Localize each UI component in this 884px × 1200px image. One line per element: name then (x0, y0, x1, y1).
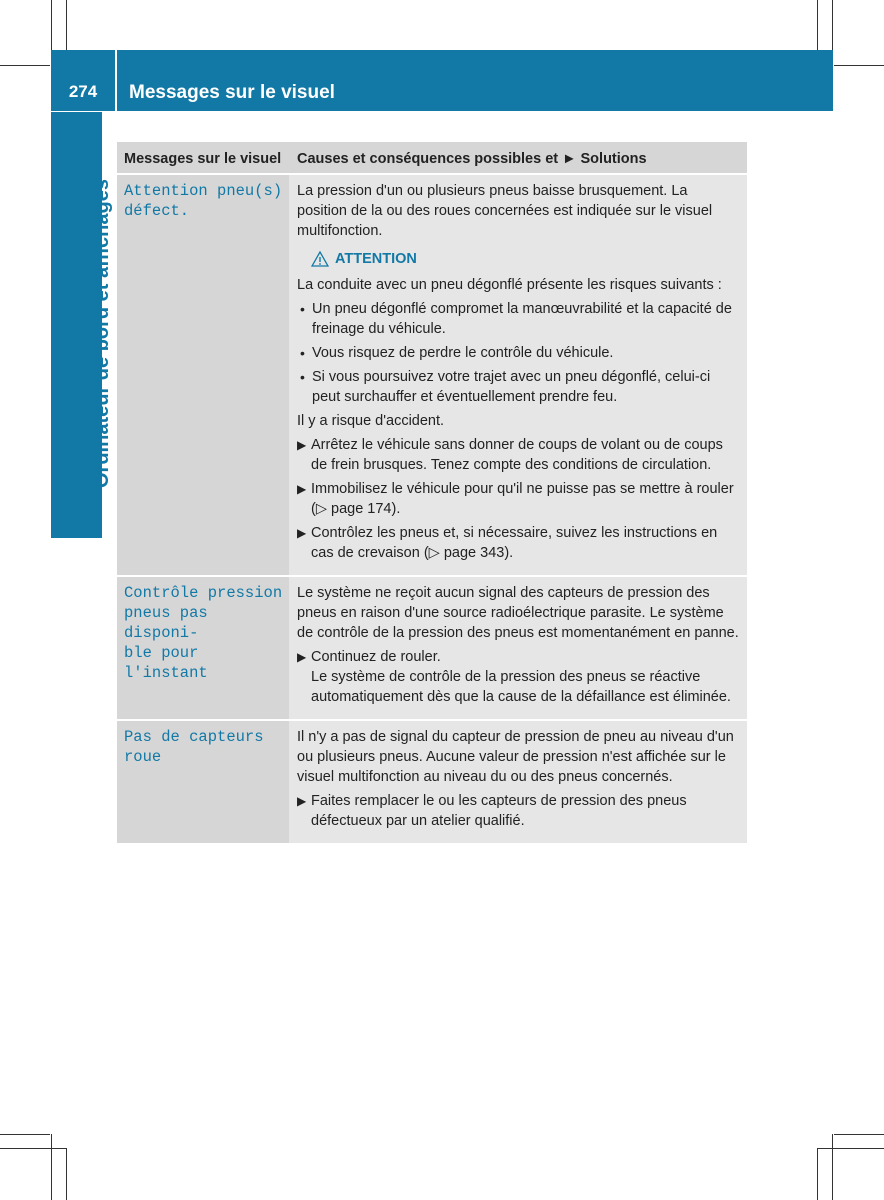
solution-cell (289, 577, 747, 719)
step-item (297, 791, 741, 831)
bullet-icon: • (300, 301, 305, 317)
column-header-messages: Messages sur le visuel (117, 142, 289, 173)
solution-cell (289, 721, 747, 843)
crop-mark (0, 1148, 66, 1149)
crop-mark (817, 1148, 818, 1200)
step-item (297, 435, 741, 475)
crop-mark (834, 1134, 884, 1135)
step-text: Faites remplacer le ou les capteurs de pression des pneus défectueux par un atelier qualifié. (311, 793, 687, 829)
step-item (297, 479, 741, 519)
bullet-icon: • (300, 345, 305, 361)
bullet-item (297, 343, 741, 363)
table-header-row (117, 142, 747, 173)
display-message: Contrôle pression pneus pas disponi‐ ble pour l'instant (124, 584, 283, 682)
bullet-text: Vous risquez de perdre le contrôle du véhicule. (312, 345, 614, 361)
messages-table (117, 142, 747, 843)
step-item (297, 647, 741, 707)
cause-text: La pression d'un ou plusieurs pneus baisse brusquement. La position de la ou des roues concernées est indiquée sur le visuel multifonction. (297, 183, 713, 239)
message-cell (117, 721, 289, 843)
column-header-causes: Causes et conséquences possibles et ► Solutions (289, 142, 747, 173)
bullet-item (297, 299, 741, 339)
crop-mark (832, 0, 833, 50)
crop-mark (66, 1148, 67, 1200)
page-number: 274 (68, 82, 98, 101)
warning-text: La conduite avec un pneu dégonflé présente les risques suivants : (297, 277, 722, 293)
crop-mark (832, 1134, 833, 1200)
crop-mark (0, 65, 50, 66)
risk-text: Il y a risque d'accident. (297, 413, 445, 429)
warning-label: ATTENTION (335, 251, 417, 267)
bullet-text: Un pneu dégonflé compromet la manœuvrabilité et la capacité de freinage du véhicule. (312, 301, 732, 337)
bullet-icon: • (300, 369, 305, 385)
arrow-right-icon: ▶ (297, 526, 307, 540)
warning-triangle-icon (311, 251, 329, 267)
step-text: Continuez de rouler. Le système de contrôle de la pression des pneus se réactive automatiquement dès que la cause de la défaillance est éliminée. (311, 649, 731, 705)
crop-mark (51, 1134, 52, 1200)
solution-cell (289, 175, 747, 575)
warning-heading (311, 251, 741, 267)
arrow-right-icon: ▶ (297, 794, 307, 808)
step-text: Contrôlez les pneus et, si nécessaire, suivez les instructions en cas de crevaison (▷ page 343). (311, 525, 718, 561)
table-row (117, 719, 747, 843)
page-title: Messages sur le visuel (129, 82, 335, 103)
display-message: Attention pneu(s) défect. (124, 182, 283, 220)
arrow-right-icon: ▶ (297, 438, 307, 452)
crop-mark (0, 1134, 50, 1135)
side-tab-label: Ordinateur de bord et affichages (91, 179, 113, 488)
crop-mark (51, 0, 52, 50)
crop-mark (66, 0, 67, 50)
step-text: Arrêtez le véhicule sans donner de coups de volant ou de coups de frein brusques. Tenez compte des conditions de circulation. (311, 437, 723, 473)
crop-mark (834, 65, 884, 66)
cause-text: Il n'y a pas de signal du capteur de pression de pneu au niveau d'un ou plusieurs pneus. Aucune valeur de pression n'est affichée sur le visuel multifonction au niveau du ou des pneus concernés. (297, 729, 734, 785)
bullet-text: Si vous poursuivez votre trajet avec un pneu dégonflé, celui-ci peut surchauffer et éventuellement prendre feu. (312, 369, 711, 405)
step-item (297, 523, 741, 563)
message-cell (117, 577, 289, 719)
table-row (117, 173, 747, 575)
display-message: Pas de capteurs roue (124, 728, 264, 766)
header-divider (115, 50, 117, 111)
crop-mark (817, 0, 818, 50)
crop-mark (817, 1148, 884, 1149)
arrow-right-icon: ▶ (297, 482, 307, 496)
bullet-item (297, 367, 741, 407)
message-cell (117, 175, 289, 575)
step-text: Immobilisez le véhicule pour qu'il ne puisse pas se mettre à rouler (▷ page 174). (311, 481, 734, 517)
table-row (117, 575, 747, 719)
cause-text: Le système ne reçoit aucun signal des capteurs de pression des pneus en raison d'une source radioélectrique parasite. Le système de contrôle de la pression des pneus est momentanément en panne. (297, 585, 739, 641)
arrow-right-icon: ▶ (297, 650, 307, 664)
